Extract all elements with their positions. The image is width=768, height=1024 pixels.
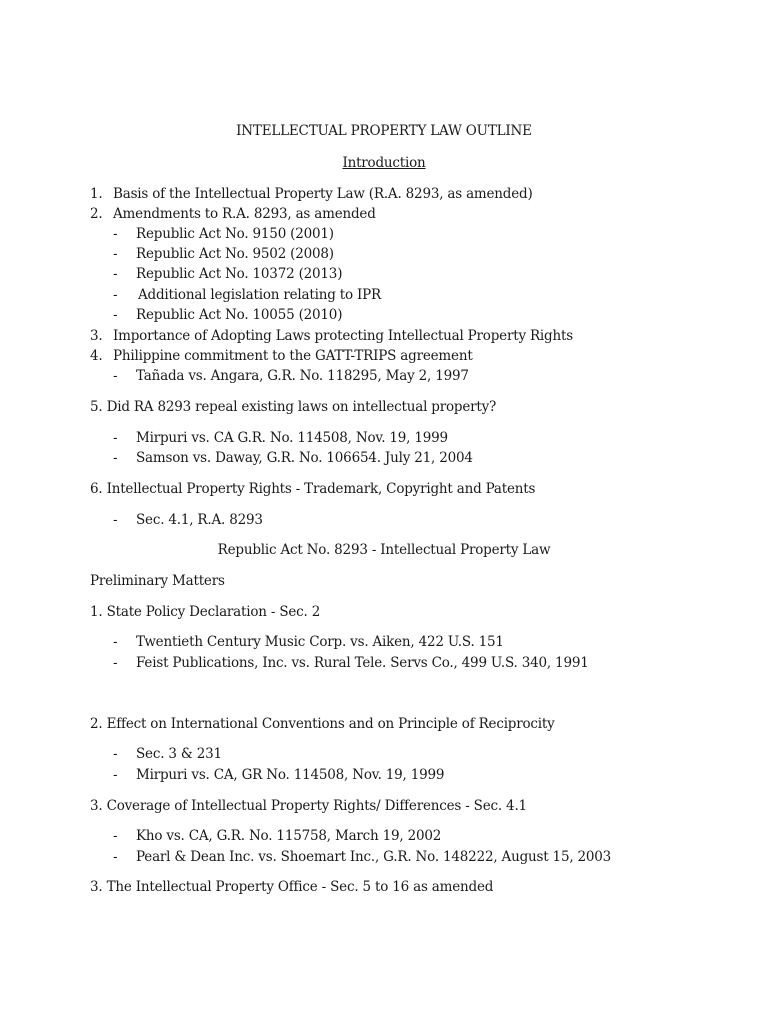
sub-item-text: Republic Act No. 9150 (2001) — [136, 226, 334, 242]
sub-item-text: Mirpuri vs. CA G.R. No. 114508, Nov. 19, 1999 — [136, 430, 448, 446]
sub-item-text: Kho vs. CA, G.R. No. 115758, March 19, 2002 — [136, 828, 442, 844]
document-title: INTELLECTUAL PROPERTY LAW OUTLINE — [236, 123, 532, 139]
paragraph: 2. Effect on International Conventions and on Principle of Reciprocity — [90, 716, 555, 732]
sub-item-text: Feist Publications, Inc. vs. Rural Tele. Servs Co., 499 U.S. 340, 1991 — [136, 655, 589, 671]
section-introduction — [0, 155, 768, 171]
sub-item-text: Sec. 4.1, R.A. 8293 — [136, 512, 263, 528]
dash-bullet: - — [113, 655, 118, 671]
dash-bullet: - — [113, 450, 118, 466]
sub-item-text: Samson vs. Daway, G.R. No. 106654. July 21, 2004 — [136, 450, 473, 466]
paragraph: 6. Intellectual Property Rights - Trademark, Copyright and Patents — [90, 481, 536, 497]
list-text: Philippine commitment to the GATT-TRIPS agreement — [113, 348, 473, 364]
paragraph: 1. State Policy Declaration - Sec. 2 — [90, 604, 321, 620]
dash-bullet: - — [113, 512, 118, 528]
list-number: 1. — [90, 186, 103, 202]
dash-bullet: - — [113, 266, 118, 282]
sub-item-text: Additional legislation relating to IPR — [138, 287, 381, 303]
sub-item-text: Sec. 3 & 231 — [136, 746, 222, 762]
dash-bullet: - — [113, 767, 118, 783]
list-text: Importance of Adopting Laws protecting Intellectual Property Rights — [113, 328, 573, 344]
paragraph: Preliminary Matters — [90, 573, 225, 589]
section-heading: Republic Act No. 8293 - Intellectual Property Law — [217, 542, 551, 558]
sub-item-text: Mirpuri vs. CA, GR No. 114508, Nov. 19, 1999 — [136, 767, 445, 783]
introduction-heading: Introduction — [342, 155, 426, 171]
paragraph: 3. Coverage of Intellectual Property Rights/ Differences - Sec. 4.1 — [90, 798, 527, 814]
dash-bullet: - — [113, 368, 118, 384]
dash-bullet: - — [113, 246, 118, 262]
sub-item-text: Republic Act No. 9502 (2008) — [136, 246, 334, 262]
dash-bullet: - — [113, 287, 118, 303]
list-text: Amendments to R.A. 8293, as amended — [113, 206, 376, 222]
sub-item-text: Pearl & Dean Inc. vs. Shoemart Inc., G.R. No. 148222, August 15, 2003 — [136, 849, 612, 865]
paragraph: 3. The Intellectual Property Office - Sec. 5 to 16 as amended — [90, 879, 494, 895]
dash-bullet: - — [113, 430, 118, 446]
list-number: 4. — [90, 348, 103, 364]
dash-bullet: - — [113, 226, 118, 242]
dash-bullet: - — [113, 634, 118, 650]
list-number: 3. — [90, 328, 103, 344]
dash-bullet: - — [113, 307, 118, 323]
sub-item-text: Republic Act No. 10372 (2013) — [136, 266, 343, 282]
sub-item-text: Tañada vs. Angara, G.R. No. 118295, May 2, 1997 — [136, 368, 469, 384]
dash-bullet: - — [113, 828, 118, 844]
paragraph: 5. Did RA 8293 repeal existing laws on intellectual property? — [90, 399, 497, 415]
sub-item-text: Republic Act No. 10055 (2010) — [136, 307, 343, 323]
dash-bullet: - — [113, 849, 118, 865]
list-number: 2. — [90, 206, 103, 222]
list-text: Basis of the Intellectual Property Law (R.A. 8293, as amended) — [113, 186, 533, 202]
sub-item-text: Twentieth Century Music Corp. vs. Aiken, 422 U.S. 151 — [136, 634, 504, 650]
dash-bullet: - — [113, 746, 118, 762]
